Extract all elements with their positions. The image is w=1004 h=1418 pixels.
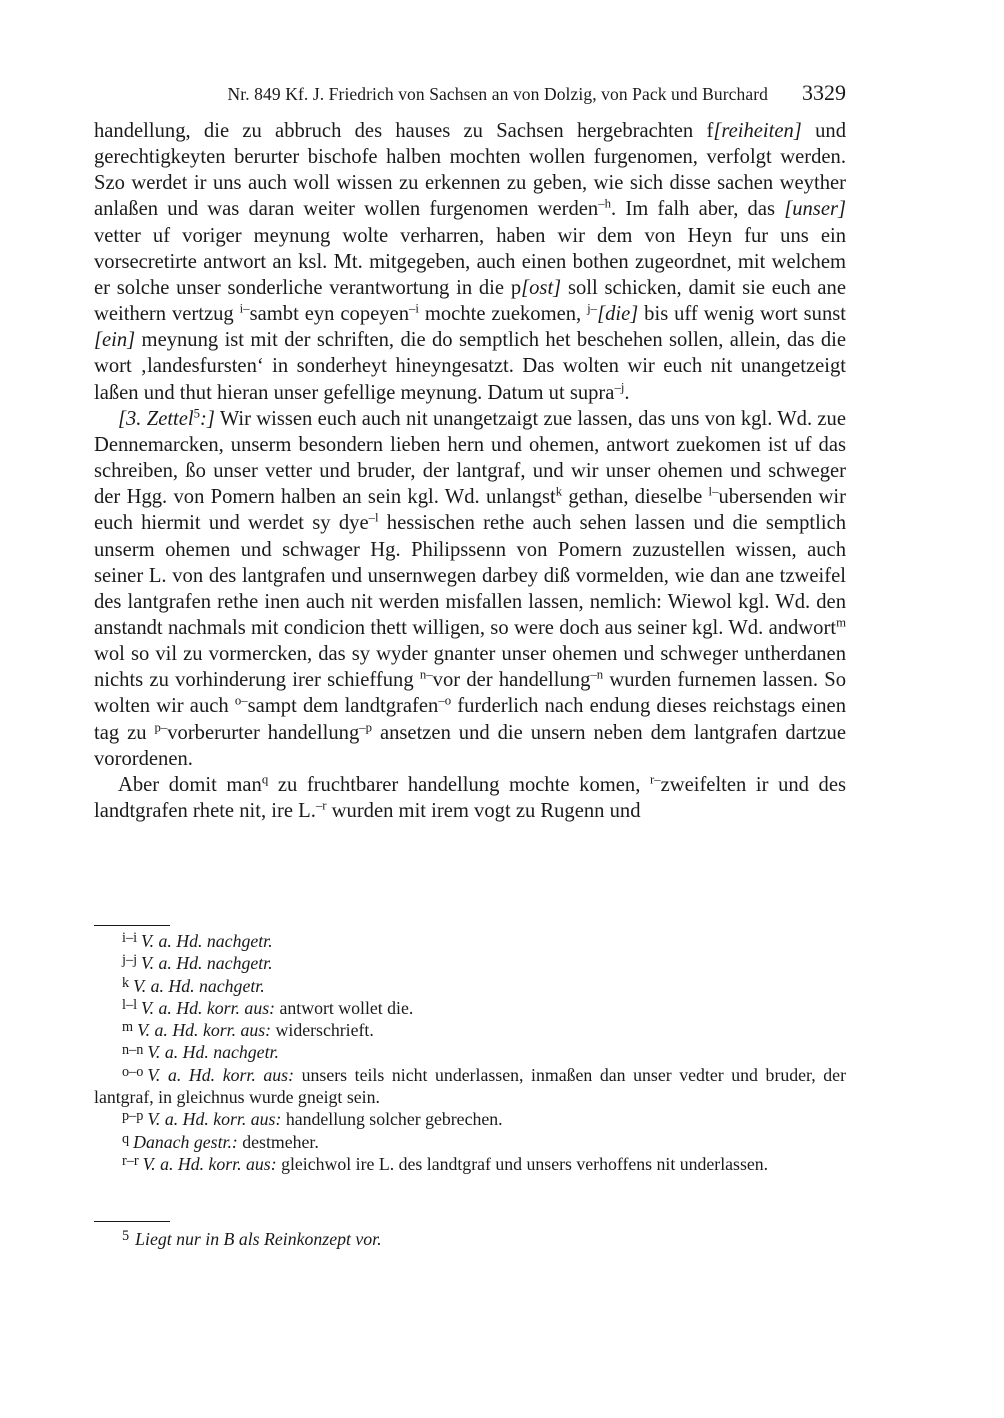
note-editorial: V. a. Hd. nachgetr. [141,931,273,951]
note-marker: q [122,1130,130,1147]
textual-apparatus [94,930,846,1175]
note-editorial: Liegt nur in B als Reinkonzept vor. [135,1229,382,1249]
footnote [94,1228,846,1250]
note-editorial: V. a. Hd. korr. aus: [147,1064,295,1085]
note-editorial: V. a. Hd. nachgetr. [141,953,273,974]
running-title: Nr. 849 Kf. J. Friedrich von Sachsen an von Dolzig, von Pack und Burchard [227,84,768,104]
paragraph-3: Aber domit man$^q$ zu fruchtbarer handellung mochte komen, $^{r-}$zweifelten ir und des landtgrafen rhete nit, ire L.$^{-r}$ wurden mit irem vogt zu Rugenn und [94,772,846,823]
note-mark: i– [239,301,250,316]
note-marker: k [122,974,130,991]
note-mark: –i [409,301,419,316]
note-marker: l–l [122,996,138,1013]
note-text: widerschrieft. [271,1020,374,1041]
note-mark: –l [368,510,379,525]
note-marker: j–j [122,952,138,969]
note-mark: r– [649,772,661,787]
note-mark: k [555,484,563,499]
textual-note [94,1131,846,1153]
main-text [94,118,846,824]
textual-note [94,1108,846,1130]
note-editorial: Danach gestr.: [133,1131,238,1152]
note-marker: o–o [122,1063,144,1080]
note-mark: l– [708,484,719,499]
footnote-ref[interactable]: 5 [193,406,201,421]
paragraph-1: handellung, die zu abbruch des hauses zu Sachsen hergebrachten f[reiheiten] und gerechtigkeyten berurter bischofe halben mochten wollen furgenomen, verfolgt werden. Szo werdet ir uns auch woll wissen zu erkennen zu geben, wie sich disse sachen weyther anlaßen und was daran weiter wollen furgenomen werden$^{-h}$. Im falh aber, das [unser] vetter uf voriger meynung wolte verharren, haben wir dem von Heyn fur uns ein vorsecretirte antwort an ksl. Mt. mitgegeben, auch einen bothen zugeordnet, mit welchem er solche unser sonderliche verantwortung in die p[ost] soll schicken, damit sie euch ane weithern vertzug $^{i-}$sambt eyn copeyen$^{-i}$ mochte zuekomen, $^{j-}$[die] bis uff wenig wort sunst [ein] meynung ist mit der schriften, die do semptlich het beschehen sollen, allein, das die wort ‚landesfursten‘ in sonderheyt hineyngesatzt. Das wolten wir euch nit unangetzeigt laßen und thut hieran unser gefellige meynung. Datum ut supra$^{-j}$. [94,120,846,404]
note-marker: r–r [122,1153,139,1169]
note-editorial: V. a. Hd. korr. aus: [141,997,276,1018]
textual-notes-divider [94,925,170,926]
note-marker: i–i [122,930,138,947]
textual-note [94,930,846,952]
page-header [94,78,846,112]
note-mark: –r [315,798,327,813]
textual-note [94,1019,846,1041]
textual-note [94,952,846,974]
note-marker: 5 [122,1228,130,1245]
textual-note [94,1064,846,1109]
footnotes-divider [94,1221,170,1222]
note-mark: –h [598,196,611,211]
note-text: handellung solcher gebrechen. [281,1109,503,1130]
note-mark: –p [359,719,373,734]
note-mark: p– [154,719,168,734]
note-text: antwort wollet die. [275,997,414,1018]
note-text: gleichwol ire L. des landtgraf und unsers verhoffens nit underlassen. [276,1153,769,1174]
note-mark: –n [590,667,604,682]
note-editorial: V. a. Hd. korr. aus: [142,1153,277,1174]
note-text: unsers teils nicht underlassen, inmaßen dan unser vedter und bruder, der lantgraf, in gleichnus wurde gneigt sein. [94,1064,846,1108]
footnotes [94,1228,846,1250]
note-editorial: V. a. Hd. nachgetr. [133,975,265,996]
textual-note [94,1153,846,1175]
note-text: destmeher. [237,1131,319,1152]
note-mark: o– [234,693,248,708]
note-mark: q [261,772,269,787]
note-marker: m [122,1019,134,1036]
note-mark: j– [587,301,598,316]
note-mark: –o [438,693,452,708]
note-mark: m [836,615,846,630]
page-number: 3329 [802,80,846,105]
note-editorial: V. a. Hd. korr. aus: [147,1109,282,1130]
textual-note [94,997,846,1019]
note-marker: n–n [122,1041,144,1058]
note-editorial: V. a. Hd. korr. aus: [137,1020,272,1041]
paragraph-2: [3. Zettel$^5$:] Wir wissen euch auch nit unangetzaigt zue lassen, das uns von kgl. Wd. zue Dennemarcken, unserm besondern lieben hern und ohemen, antwort zuekomen ist uf das schreiben, ßo unser vetter und bruder, der lantgraf, und wir unser ohemen und schweger der Hgg. von Pomern halben an sein kgl. Wd. unlangst$^k$ gethan, dieselbe $^{l-}$ubersenden wir euch hiermit und werdet sy dye$^{-l}$ hessischen rethe auch sehen lassen und die semptlich unserm ohemen und schwager Hg. Philipssenn von Pomern zuzustellen wissen, auch seiner L. von des lantgrafen und unsernwegen darbey diß vormelden, wie dan ane tzweifel des lantgrafen rethe inen auch nit werden misfallen lassen, nemlich: Wiewol kgl. Wd. den anstandt nachmals mit condicion thett willigen, so were doch aus seiner kgl. Wd. andwort$^m$ wol so vil zu vormercken, das sy wyder gnanter unser ohemen und schweger untherdanen nichts zu vorhinderung irer schieffung $^{n-}$vor der handellung$^{-n}$ wurden furnemen lassen. So wolten wir auch $^{o-}$sampt dem landtgrafen$^{-o}$ furderlich nach endung dieses reichstags einen tag zu $^{p-}$vorberurter handellung$^{-p}$ ansetzen und die unsern neben dem lantgrafen dartzue vorordenen. [94,406,847,770]
note-marker: p–p [122,1108,144,1125]
textual-note [94,975,846,997]
note-editorial: V. a. Hd. nachgetr. [147,1042,279,1063]
note-mark: –j [614,379,625,394]
note-mark: n– [419,667,433,682]
textual-note [94,1041,846,1063]
